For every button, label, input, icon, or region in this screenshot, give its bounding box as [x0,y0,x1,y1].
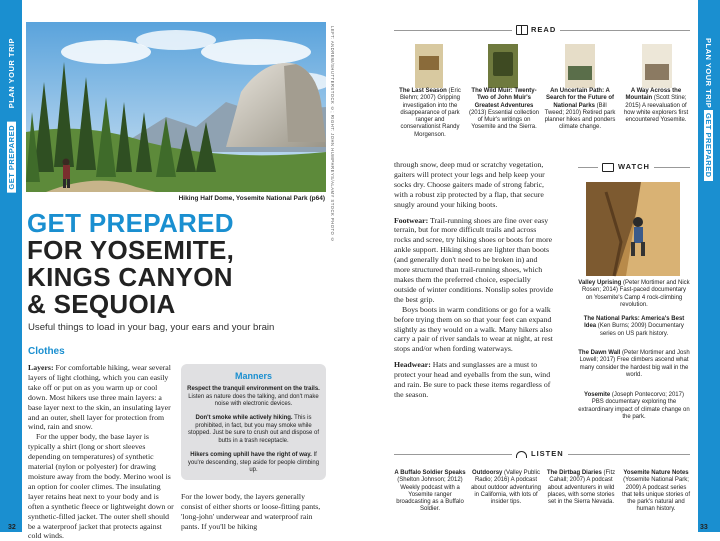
book-cover-way-across [642,44,672,88]
title-line-2: FOR YOSEMITE, [27,235,235,265]
upper-text: For the upper body, the base layer is typically a shirt (long or short sleeves depending on temperatures) of synthetic material (nylon or polyester) for drawing moisture away from the body. Merino wool is an option for cooler climes. The insulating layer retains heat next to your body and is often a synthetic fleece or lightweight down or synthetic-filled jacket. The outer shell should be a waterproof jacket that protects against cold winds. [28,432,174,541]
gear-column [394,160,554,425]
page-number-right: 33 [700,524,708,531]
photo-caption: Hiking Half Dome, Yosemite National Park (p64) [178,195,325,202]
clothes-upper-paragraph [28,432,176,541]
clothes-heading: Clothes [28,346,65,357]
watch-header: WATCH [598,162,654,172]
left-tab-section: GET PREPARED [7,122,16,193]
title-line-1: GET PREPARED [27,208,234,238]
half-dome-landscape-image [26,22,326,192]
read-item-3: An Uncertain Path: A Search for the Future of National Parks (Bill Tweed; 2010) Retired park planner hikes and ponders climate change. [544,88,616,131]
photo-credit: LEFT: ANDREW/SHUTTERSTOCK ©; RIGHT: JOHN HUMPHREYS/ALAMY STOCK PHOTO © [330,26,335,243]
watch-item-1: Valley Uprising (Peter Mortimer and Nick Rosen; 2014) Fast-paced documentary on Yosemite's Camp 4 rock-climbing revolution. [578,280,690,308]
listen-item-4: Yosemite Nature Notes (Yosemite National Park; 2009) A podcast series that tells unique stories of the park's natural and human history. [621,470,691,513]
title-line-4: & SEQUOIA [27,289,176,319]
tv-icon [602,163,614,172]
page-number-left: 32 [8,524,16,531]
manners-box [181,364,326,480]
page-subtitle: Useful things to load in your bag, your ears and your brain [28,322,275,333]
listen-item-3: The Dirtbag Diaries (Fitz Cahall; 2007) A podcast about adventurers in wild places, with some stories set in the Sierra Nevada. [546,470,616,506]
climber-photo [586,182,680,276]
layers-text: For comfortable hiking, wear several layers of light clothing, which you can easily take off or put on as you warm up or cool down. Most hikers use three main layers: a base layer next to the skin, an insulating layer and an outer, shell layer for protection from wind, rain and snow. [28,363,171,432]
footwear-paragraph: Footwear: Trail-running shoes are fine over easy terrain, but for more difficult trails and across rocks and scree, try hiking shoes or boots for more ankle support. Hiking shoes are lighter than boots (and generally don't need to be broken in) and more structured than trail-running shoes, which makes them the preferred choice, especially outside of winter conditions. Nonslip soles provide the best grip. [394,215,554,304]
page-title [27,210,234,318]
book-cover-wild-muir [488,44,518,88]
layers-lead: Layers: [28,363,54,372]
read-item-2: The Wild Muir: Twenty-Two of John Muir's Greatest Adventures (2013) Essential collection of Muir's writings on Yosemite and the Sierra. [468,88,540,131]
manners-item-3: Hikers coming uphill have the right of way. If you're descending, step aside for people climbing up. [187,452,320,473]
listen-header: LISTEN [512,449,568,458]
listen-item-1: A Buffalo Soldier Speaks (Shelton Johnson; 2012) Weekly podcast with a Yosemite ranger broadcasting as a Buffalo Soldier. [394,470,466,513]
left-tab-label: PLAN YOUR TRIP [7,38,16,109]
clothes-lower-paragraph [181,492,326,531]
book-cover-last-season [415,44,443,88]
clothes-column [28,363,176,541]
gaiters-paragraph: through snow, deep mud or scratchy vegetation, gaiters will protect your legs and help keep your socks dry. Choose gaiters made of strong fabric, with a robust zip protected by a flap, that secure snugly around your hiking boots. [394,160,545,209]
watch-item-3: The Dawn Wall (Peter Mortimer and Josh Lowell; 2017) Free climbers ascend what many consider the hardest big wall in the world. [578,350,690,378]
manners-item-2: Don't smoke while actively hiking. This is prohibited, in fact, but you may smoke while stopped. Just be sure to crush out and dispose of butts in a trash receptacle. [187,415,320,444]
title-line-3: KINGS CANYON [27,262,233,292]
headwear-paragraph: Headwear: Hats and sunglasses are a must to protect your head and eyeballs from the sun, wind and rain. Be sure to pack these items regardless of the season. [394,360,551,399]
manners-heading: Manners [234,371,272,381]
clothes-layers-paragraph [28,363,176,432]
right-tab-label: PLAN YOUR TRIP [704,38,713,109]
book-cover-uncertain-path [565,44,595,88]
book-icon [516,25,528,35]
hero-photo [26,22,326,192]
read-item-1: The Last Season (Eric Blehm; 2007) Gripping investigation into the disappearance of park ranger and conservationist Randy Morgenson. [399,88,461,138]
manners-item-1: Respect the tranquil environment on the trails. Listen as nature does the talking, and don't make noise with electronic devices. [187,386,320,407]
lower-text: For the lower body, the layers generally consist of either shorts or loose-fitting pants, 'long-john' underwear and waterproof rain pants. If you'll be hiking [181,492,321,531]
rock-climber-image [586,182,680,276]
right-tab-section: GET PREPARED [704,110,713,181]
watch-item-4: Yosemite (Joseph Pontecorvo; 2017) PBS documentary exploring the extraordinary impact of climate change on the park. [578,392,690,420]
read-item-4: A Way Across the Mountain (Scott Stine; 2015) A reevaluation of how white explorers first encountered Yosemite. [623,88,689,124]
watch-item-2: The National Parks: America's Best Idea (Ken Burns; 2009) Documentary series on US park history. [583,316,685,337]
headphones-icon [516,451,527,458]
boots-paragraph: Boys boots in warm conditions or go for a walk before trying them on so that your feet can expand slightly as they would on a walk. Many hikers also carry a pair of river sandals to wear at night, at rest stops and/or when fording waterways. [394,304,553,354]
read-header: READ [512,25,560,35]
listen-item-2: Outdoorsy (Valley Public Radio; 2016) A podcast about outdoor adventuring in California, with lots of insider tips. [470,470,542,506]
